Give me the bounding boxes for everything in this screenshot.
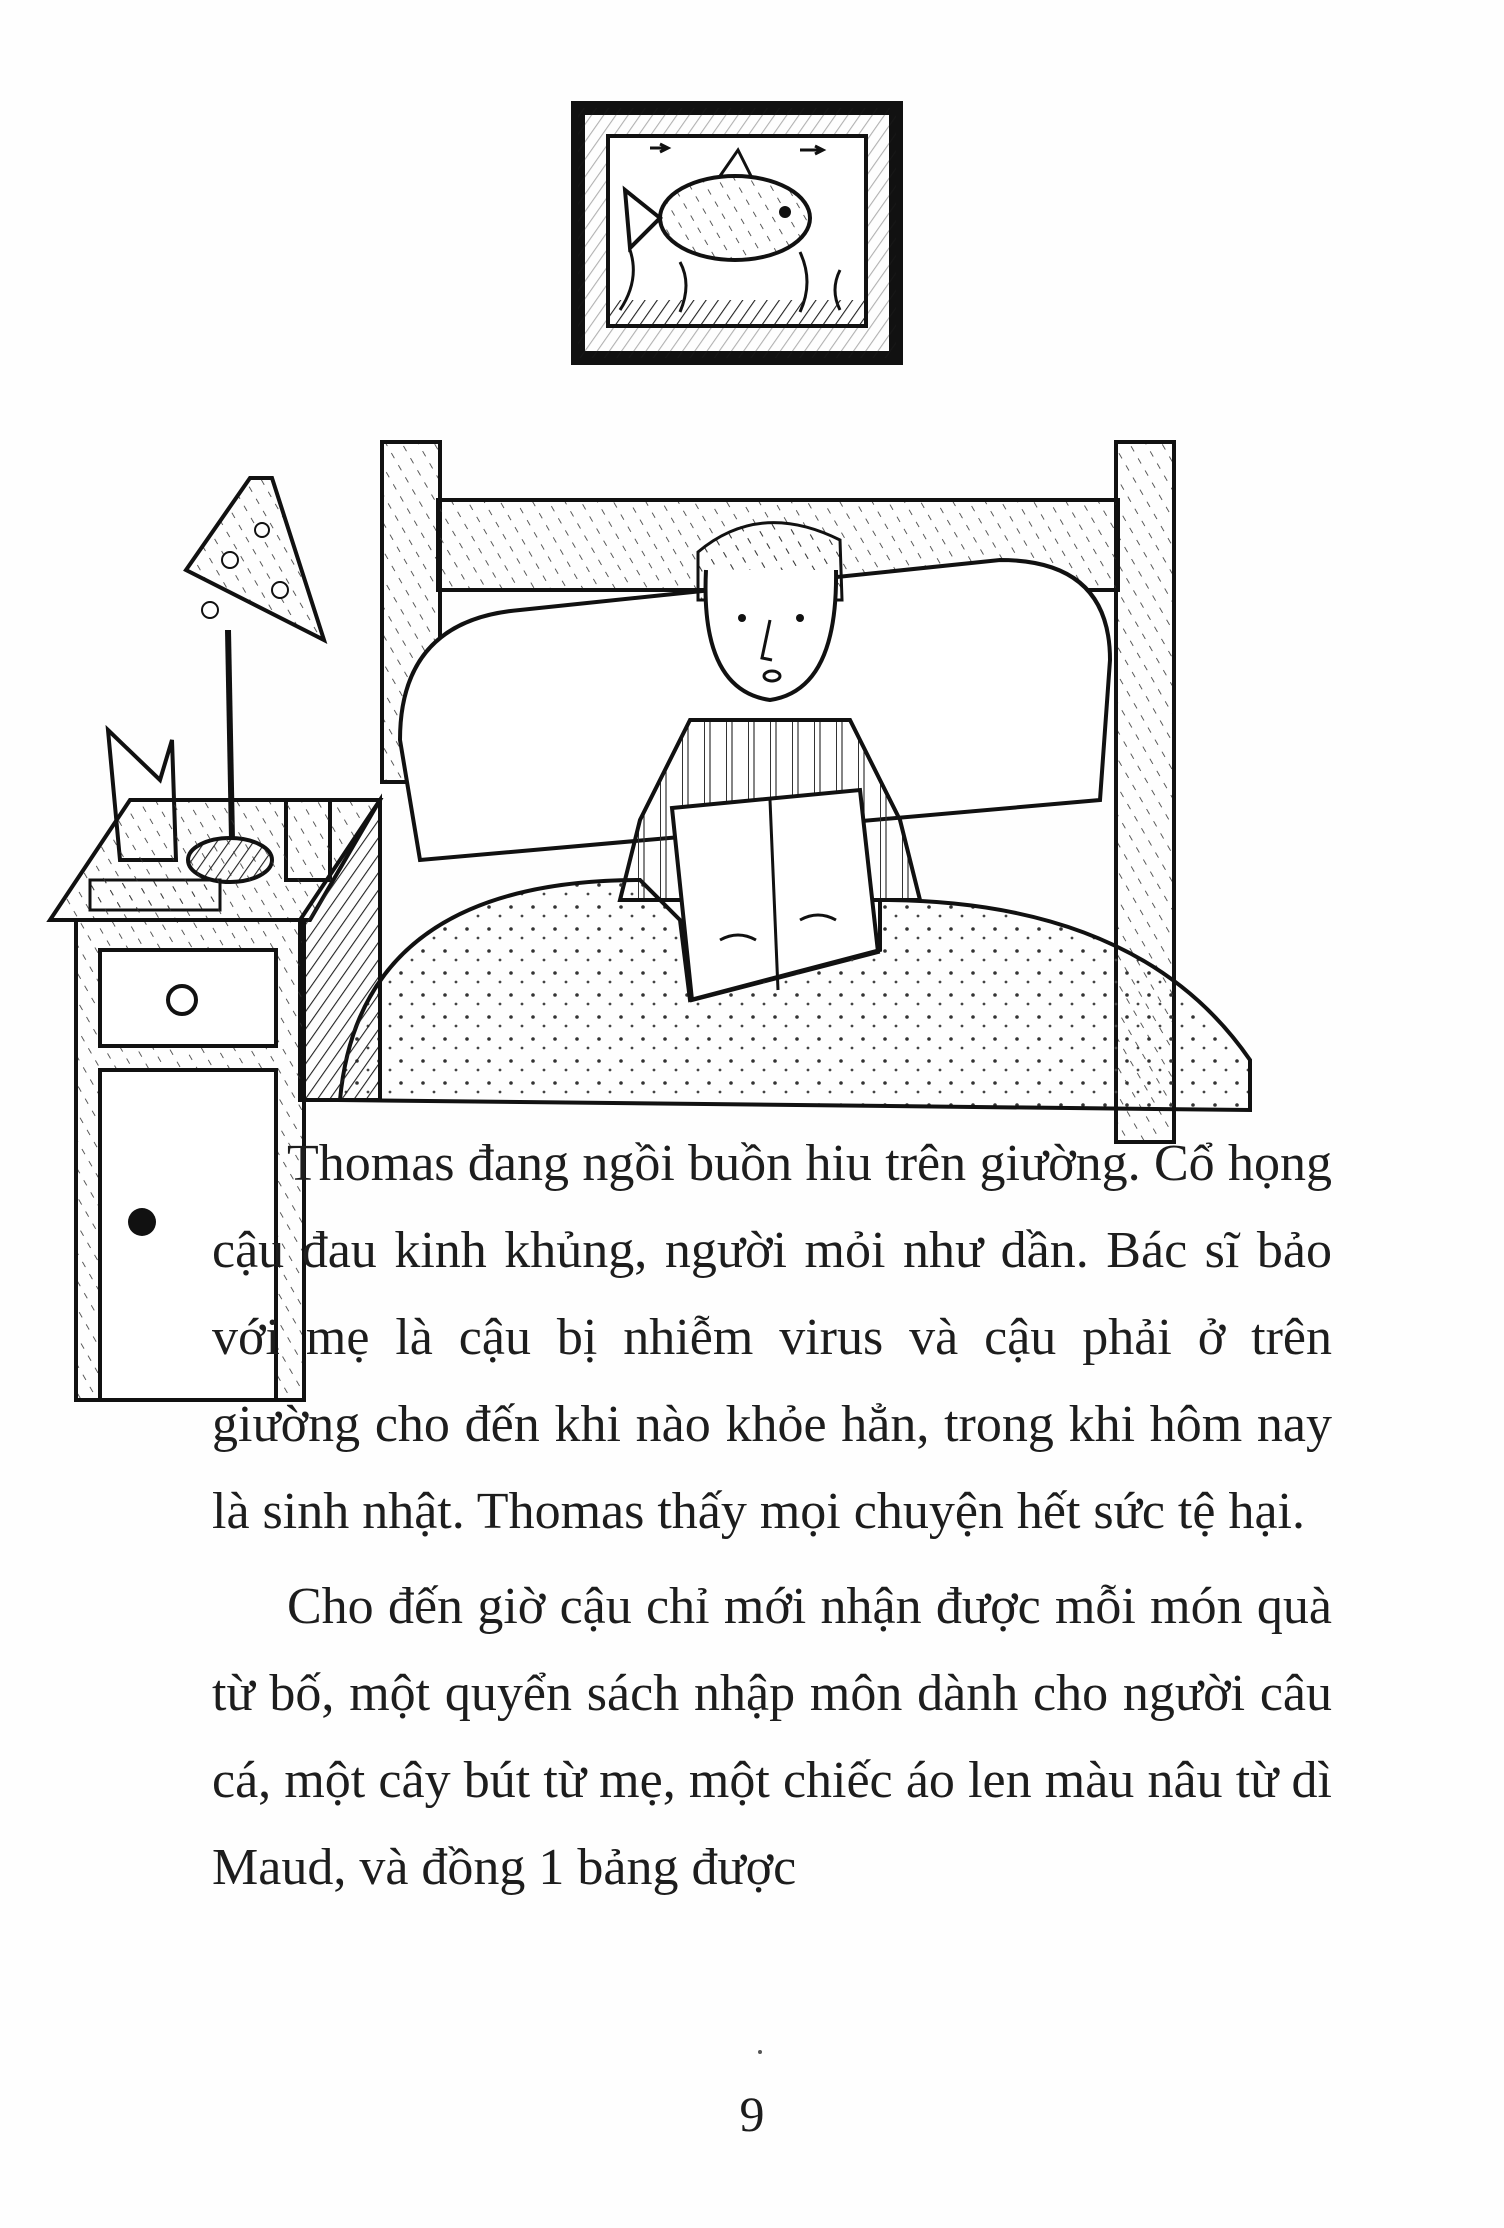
framed-fish-picture (578, 108, 896, 358)
print-dot (758, 2050, 762, 2054)
paragraph-2: Cho đến giờ cậu chỉ mới nhận được mỗi món quà từ bố, một quyển sách nhập môn dành cho người câu cá, một cây bút từ mẹ, một chiếc áo len màu nâu từ dì Maud, và đồng 1 bảng được (212, 1578, 1332, 1896)
story-text (212, 1120, 1332, 1911)
paragraph-1: Thomas đang ngồi buồn hiu trên giường. Cổ họng cậu đau kinh khủng, người mỏi như dần. Bác sĩ bảo với mẹ là cậu bị nhiễm virus và cậu phải ở trên giường cho đến khi nào khỏe hẳn, trong khi hôm nay là sinh nhật. Thomas thấy mọi chuyện hết sức tệ hại. (212, 1135, 1332, 1540)
page-number: 9 (739, 2086, 765, 2142)
